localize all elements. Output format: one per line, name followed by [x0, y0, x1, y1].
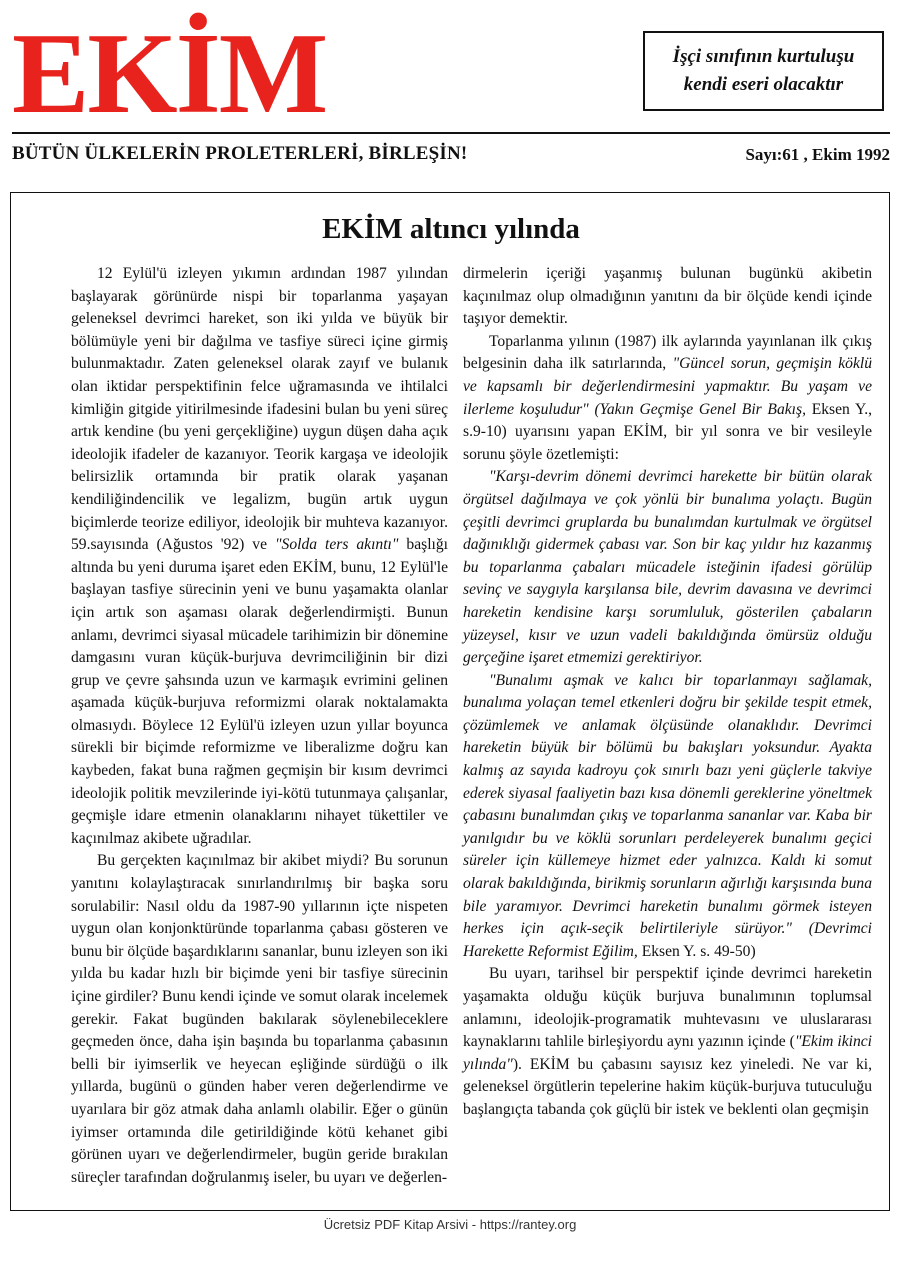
footer-link[interactable]: Ücretsiz PDF Kitap Arsivi - https://rantey.org [323, 1217, 577, 1232]
masthead-logo: EKİM [12, 10, 327, 138]
issue-number: Sayı:61 , Ekim 1992 [745, 145, 890, 164]
paragraph: 12 Eylül'ü izleyen yıkımın ardından 1987 yılından başlayarak görünürde nispi bir toparlanma yaşayan geleneksel devrimci hareket, son iki yılda ve büyük bir bölümüyle yeni bir dağılma ve tasfiye süreci içine girmiş bulunmaktadır. Zaten geleneksel olarak zayıf ve bulanık olan iktidar perspektifinin felce uğramasında ve ihtilalci kimliğin gitgide yitirilmesinde ifadesini bulan bu yeni süreç artık kendine (bu yeni gerçekliğine) uygun düşen daha açık ideolojik ifadeler de kazanıyor. Teorik kargaşa ve ideolojik belirsizlik ortamında bir pratik olarak yaşanan kendiliğindencilik ve legalizm, bugün artık uygun biçimlerde teorize ediliyor, ideolojik bir muhteva kazanıyor. 59.sayısında (Ağustos '92) ve "Solda ters akıntı" başlığı altında bu yeni duruma işaret eden EKİM, bunu, 12 Eylül'le başlayan tasfiye sürecinin yeni ve bunu yaşamakta olanlar için artık son aşaması olarak değerlendirmişti. Bunun anlamı, devrimci siyasal mücadele tarihimizin bir dönemine damgasını vuran küçük-burjuva devrimciliğinin bir dizi grup ve çevre şahsında uzun ve karmaşık evrimini gelinen aşamada küçük-burjuva reformizmi olarak noktalamakta olmasıydı. Böylece 12 Eylül'ü izleyen uzun yıllar boyunca sürekli bir biçimde reformizme ve liberalizme doğru kan kaybeden, fakat buna rağmen geçmişin bir kısım devrimci ideolojik politik mevzilerinde iyi-kötü tutunmaya çalışanlar, geçmişle idare etmenin olanaklarını nihayet tükettiler ve kaçınılmaz akibete uğradılar. [71, 265, 448, 847]
article-column-left [71, 263, 448, 1189]
block-quote: "Karşı-devrim dönemi devrimci harekette bir bütün olarak örgütsel dağılmaya ve çok yönlü bir bunalıma yolaçtı. Bugün çeşitli devrimci gruplarda bu bunalımdan kurtulmak ve örgütsel dağınıklığı gidermek çabası var. Son bir kaç yıldır hız kazanmış bu toparlanma çabaları mücadele isteğinin ifadesi görülüp sevinç ve saygıyla karşılansa bile, devrim davasına ve devrimci hareketin kendisine karşı sorumluluk, gösterilen çabaların yüzeysel, kısır ve uzun vadeli bakıldığında ömürsüz olduğu gerçeğine işaret etmemizi gerektiriyor. [463, 468, 872, 667]
masthead-divider [12, 132, 890, 134]
article-title: EKİM altıncı yılında [322, 213, 580, 245]
block-quote: "Bunalımı aşmak ve kalıcı bir toparlanmayı sağlamak, bunalıma yolaçan temel etkenleri doğru bir şekilde tespit etmek, çözümlemek ve anlamak ölçüsünde olanaklıdır. Devrimci hareketin büyük bir bölümü bu bakışları yoksundur. Ayakta kalmış az sayıda kadroyu çok sınırlı bazı yeni güçlerle takviye ederek siyasal faaliyetin bazı kısa dönemli gereklerine yöneltmek çabasını bunalımdan çıkış ve toparlanma sananlar var. Kaba bir yanılgıdır bu ve köklü sorunları perdeleyerek bunalımı geçici süreler için küllemeye hizmet eder yalnızca. Kaldı ki somut olarak bakıldığında, birikmiş sorunların ağırlığı karşısında buna bile yaramıyor. Devrimci hareketin bunalımı görmek isteyen herkes için açık-seçik belirtileriyle sürüyor." (Devrimci Harekette Reformist Eğilim, Eksen Y. s. 49-50) [463, 671, 872, 960]
slogan-box [643, 31, 884, 111]
masthead-motto: BÜTÜN ÜLKELERİN PROLETERLERİ, BİRLEŞİN! [12, 143, 468, 164]
slogan-line-2: kendi eseri olacaktır [683, 74, 844, 95]
article-column-right [463, 263, 872, 1122]
paragraph: dirmelerin içeriği yaşanmış bulunan bugünkü akibetin kaçınılmaz olup olmadığının yanıtını da bir ölçüde kendi içinde taşıyor demektir. [463, 265, 872, 328]
paragraph: Toparlanma yılının (1987) ilk aylarında yayınlanan ilk çıkış belgesinin daha ilk satırlarında, "Güncel sorun, geçmişin köklü ve kapsamlı bir değerlendirmesini yapmaktır. Bu yaşam ve ilerleme koşuludur" (Yakın Geçmişe Genel Bir Bakış, Eksen Y., s.9-10) uyarısını yapan EKİM, bir yıl sonra ve bir vesileyle sorunu şöyle özetlemişti: [463, 332, 873, 463]
slogan-line-1: İşçi sınıfının kurtuluşu [672, 46, 855, 67]
paragraph: Bu gerçekten kaçınılmaz bir akibet miydi? Bu sorunun yanıtını kolaylaştıracak sınırlandırılmış bir başka soru sorulabilir: Nasıl oldu da 1987-90 yıllarının içte nispeten uygun olan konjonktüründe toparlanma çabası gösteren ve bunu bir ölçüde başardıklarını sananlar, bunu izleyen son iki yılda bu kadar hızlı bir biçimde yeni bir tasfiye sürecinin içine girdiler? Bunu kendi içinde ve somut olarak incelemek gerekir. Fakat bugünden bakılarak söylenebileceklere geçmeden önce, daha işin başında bu toparlanma çabasının belli bir iyimserlik ve heyecan eşliğinde sürdüğü o ilk yıllarda, bugünü o günden haber veren değerlendirme ve uyarılara bir göz atmak daha anlamlı olabilir. Eğer o günün iyimser ortamında dile getirildiğinde kötü kehanet gibi görünen uyarı ve değerlendirmeler, bugün geride bırakılan süreçler tarafından doğrulanmış iseler, bu uyarı ve değerlen- [71, 852, 448, 1186]
paragraph: Bu uyarı, tarihsel bir perspektif içinde devrimci hareketin yaşamakta olduğu küçük burjuva bunalımının toplumsal anlamını, ideolojik-programatik muhtevasını ve uluslararası kaynaklarını tahlile birleşiyordu aynı yazının içinde ("Ekim ikinci yılında"). EKİM bu çabasını sayısız kez yineledi. Ne var ki, geleneksel örgütlerin tepelerine hakim küçük-burjuva tutuculuğu başlangıçta tabanda çok güçlü bir istek ve beklenti olan geçmişin [463, 965, 872, 1118]
article-box [10, 192, 890, 1211]
